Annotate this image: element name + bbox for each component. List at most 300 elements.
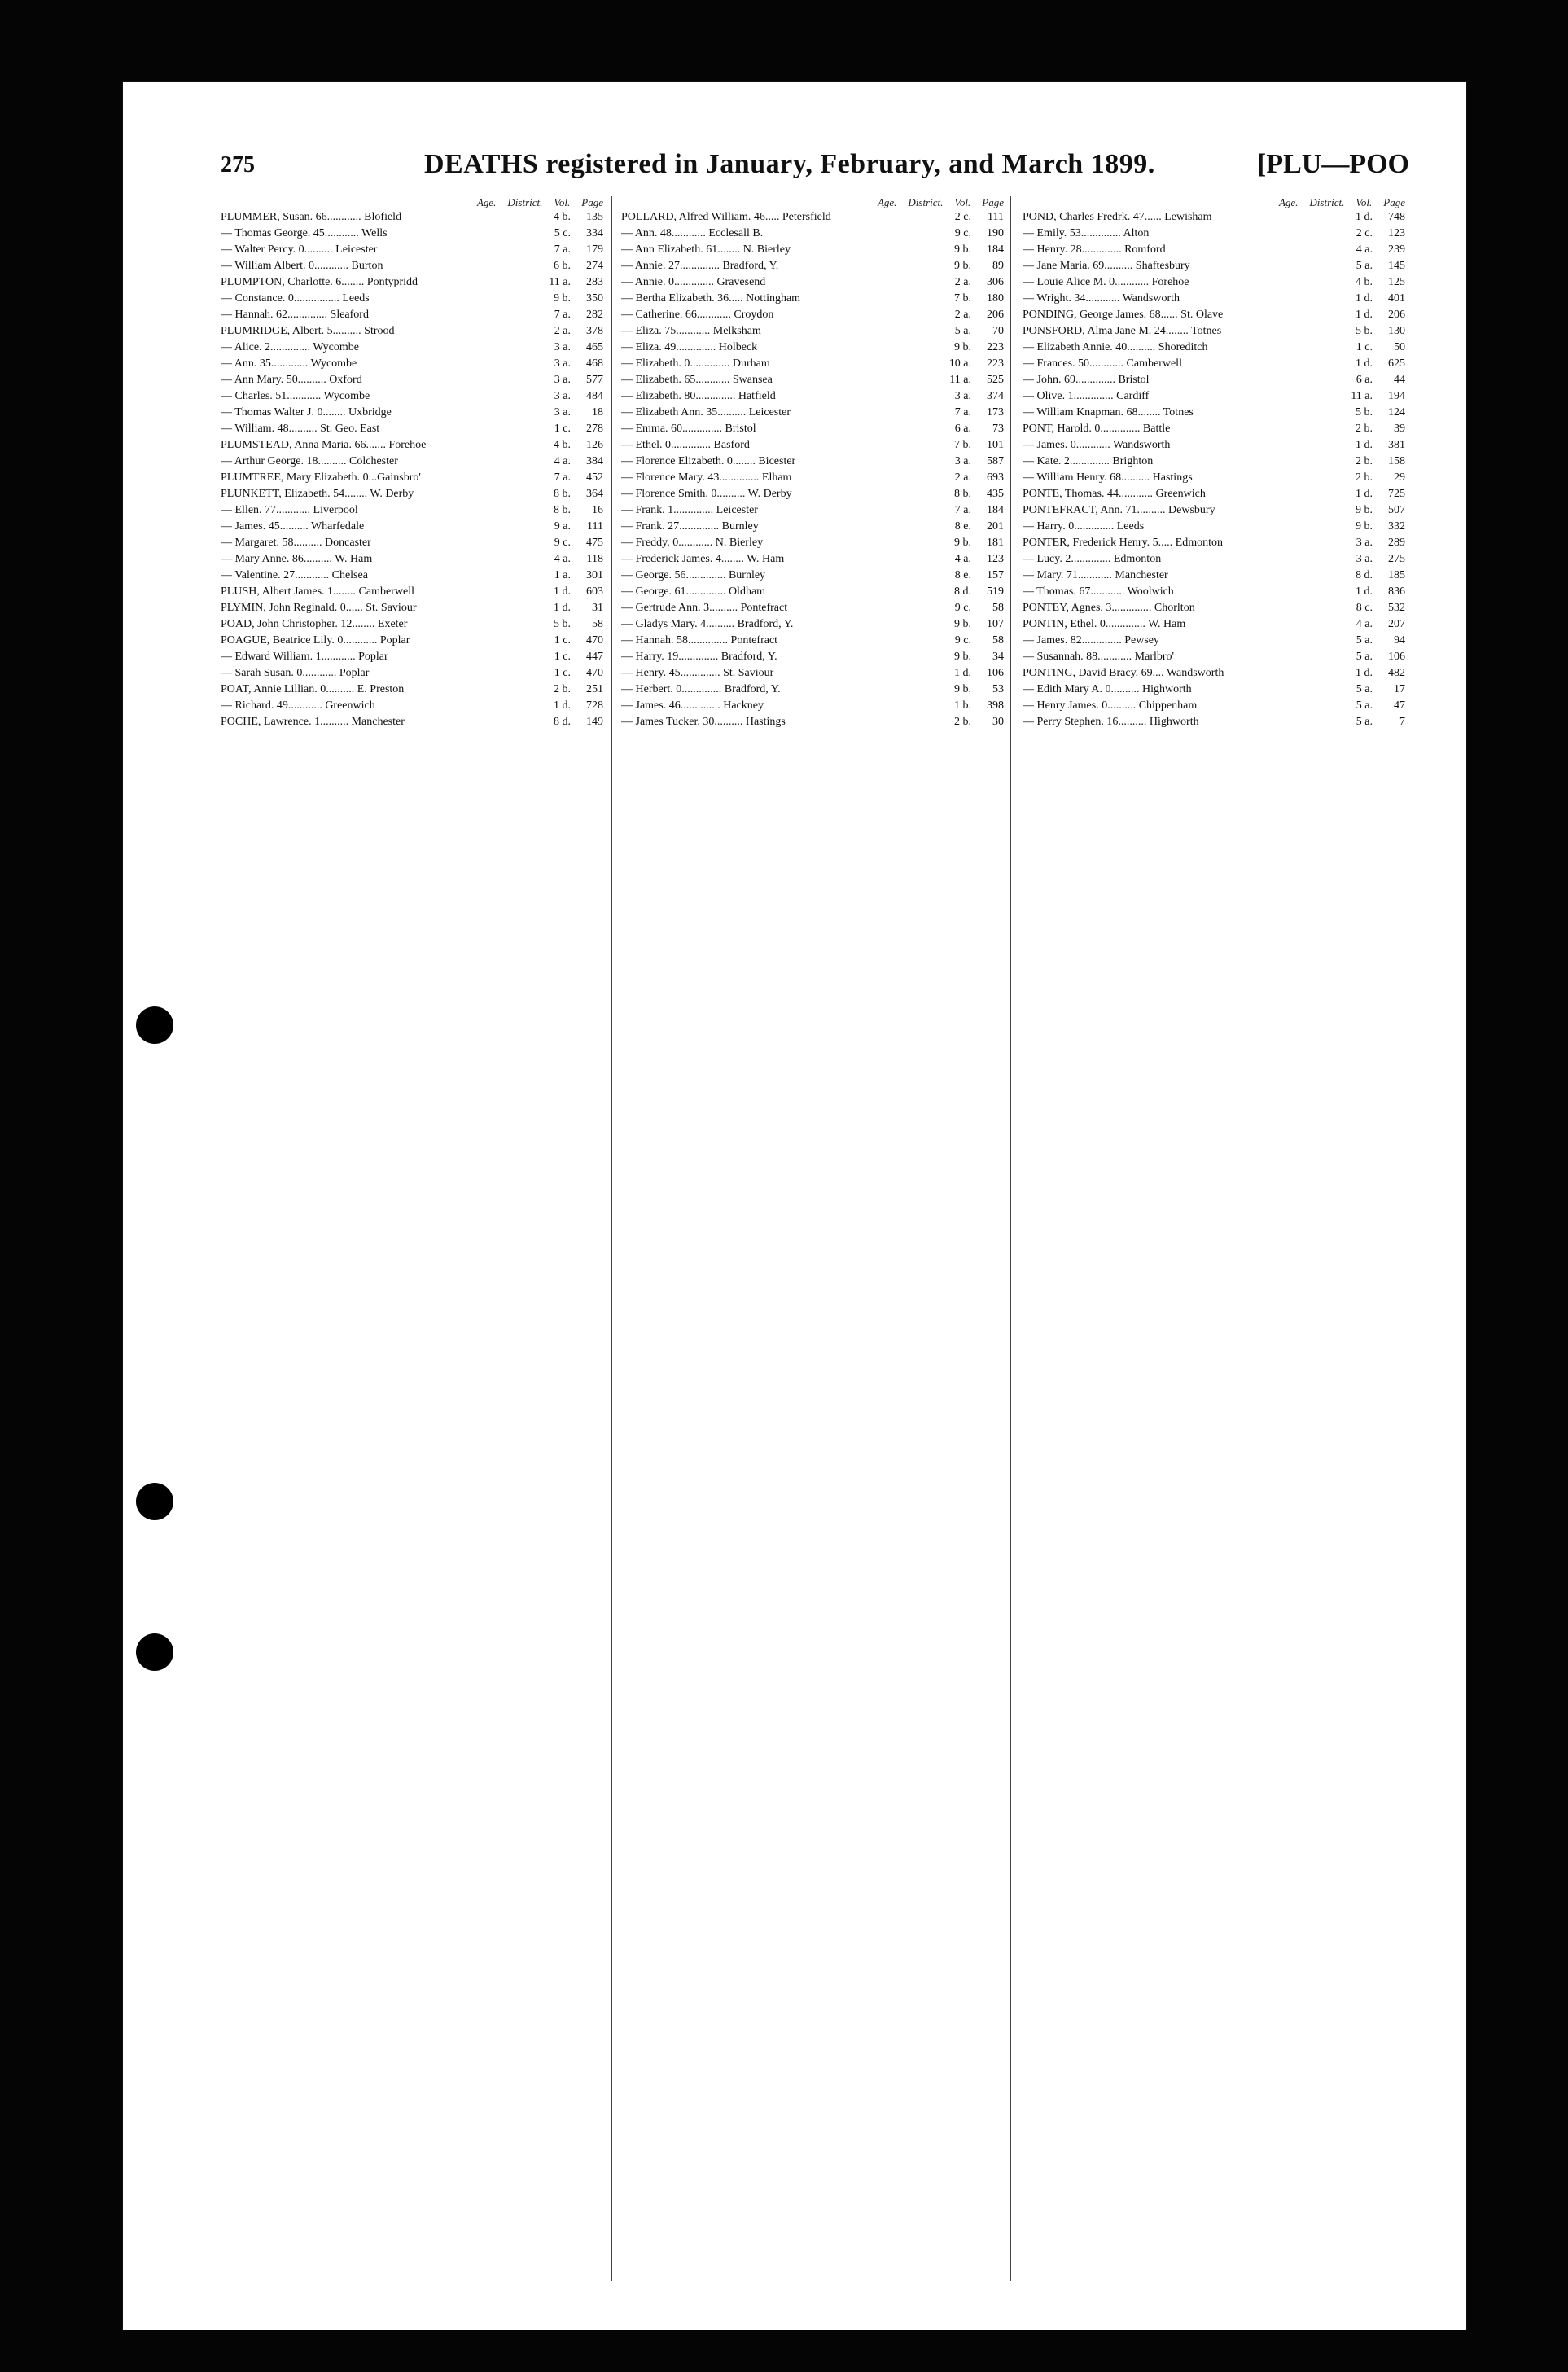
column-header <box>221 196 603 209</box>
index-entry <box>621 568 1004 584</box>
entry-volume: 2 b. <box>1356 423 1373 435</box>
entry-page: 239 <box>1388 243 1405 256</box>
entry-volume: 7 a. <box>554 243 571 256</box>
entry-details: — Olive. 1.............. Cardiff <box>1023 390 1150 402</box>
entry-page: 53 <box>992 683 1004 695</box>
entry-volume: 5 a. <box>1356 683 1373 695</box>
entry-volume: 2 a. <box>954 309 971 321</box>
entry-details: PLUNKETT, Elizabeth. 54........ W. Derby <box>221 488 414 500</box>
entry-details: — Valentine. 27............ Chelsea <box>221 569 368 581</box>
entry-page: 194 <box>1388 390 1405 402</box>
entry-details: POAD, John Christopher. 12........ Exeter <box>221 618 408 630</box>
entry-details: — Herbert. 0.............. Bradford, Y. <box>621 683 781 695</box>
entry-volume: 2 b. <box>554 683 571 695</box>
entry-details: — Florence Elizabeth. 0........ Bicester <box>621 455 796 467</box>
entry-volume: 8 d. <box>554 716 571 728</box>
index-entry <box>221 372 603 388</box>
entry-details: — Frederick James. 4........ W. Ham <box>621 553 785 565</box>
index-entry <box>1023 698 1405 714</box>
entry-page: 507 <box>1388 504 1405 516</box>
entry-details: — Wright. 34............ Wandsworth <box>1023 292 1180 305</box>
entry-volume: 8 d. <box>954 585 971 598</box>
index-entry <box>221 616 603 633</box>
entry-details: — William Albert. 0............ Burton <box>221 260 383 272</box>
entry-page: 577 <box>586 374 603 386</box>
entry-details: PLYMIN, John Reginald. 0...... St. Saviour <box>221 602 417 614</box>
index-entry <box>1023 502 1405 519</box>
entry-details: — William Henry. 68.......... Hastings <box>1023 471 1193 484</box>
entry-details: — Eliza. 49.............. Holbeck <box>621 341 758 353</box>
entry-details: — Arthur George. 18.......... Colchester <box>221 455 398 467</box>
index-entry <box>221 682 603 698</box>
entry-volume: 9 c. <box>554 537 571 549</box>
index-entry <box>621 600 1004 616</box>
entry-volume: 4 a. <box>1356 243 1373 256</box>
column-header <box>621 196 1004 209</box>
entry-volume: 9 b. <box>954 683 971 695</box>
entry-page: 47 <box>1394 699 1405 712</box>
entry-details: — Annie. 27.............. Bradford, Y. <box>621 260 779 272</box>
index-entry <box>221 405 603 421</box>
index-entry <box>221 323 603 340</box>
entry-page: 181 <box>987 537 1004 549</box>
entry-volume: 9 b. <box>1356 504 1373 516</box>
index-entry <box>1023 519 1405 535</box>
entry-page: 106 <box>987 667 1004 679</box>
entry-volume: 4 a. <box>554 553 571 565</box>
entry-details: — Kate. 2.............. Brighton <box>1023 455 1154 467</box>
entry-page: 123 <box>987 553 1004 565</box>
index-entry <box>1023 600 1405 616</box>
entry-details: — Elizabeth. 0.............. Durham <box>621 357 770 370</box>
entry-volume: 9 b. <box>954 260 971 272</box>
entry-page: 106 <box>1388 651 1405 663</box>
entry-page: 470 <box>586 667 603 679</box>
entry-details: — Hannah. 62.............. Sleaford <box>221 309 369 321</box>
entry-page: 435 <box>987 488 1004 500</box>
index-entry <box>221 649 603 665</box>
district-heading: District. <box>507 196 543 208</box>
entry-page: 465 <box>586 341 603 353</box>
entry-volume: 8 c. <box>1356 602 1373 614</box>
entry-details: — Emma. 60.............. Bristol <box>621 423 756 435</box>
index-entry <box>621 665 1004 682</box>
entry-details: — Gertrude Ann. 3.......... Pontefract <box>621 602 788 614</box>
entry-volume: 1 d. <box>1356 357 1373 370</box>
entry-list <box>621 209 1004 730</box>
index-entry <box>621 502 1004 519</box>
entry-volume: 2 a. <box>954 471 971 484</box>
index-entry <box>1023 340 1405 356</box>
entry-details: POAT, Annie Lillian. 0.......... E. Preston <box>221 683 405 695</box>
entry-page: 125 <box>1388 276 1405 288</box>
index-entry <box>1023 454 1405 470</box>
entry-page: 301 <box>586 569 603 581</box>
page-header <box>221 146 1409 186</box>
index-entry <box>1023 437 1405 454</box>
entry-volume: 3 a. <box>1356 553 1373 565</box>
entry-details: — James. 46.............. Hackney <box>621 699 764 712</box>
index-entry <box>221 274 603 291</box>
entry-details: — George. 56.............. Burnley <box>621 569 766 581</box>
entry-details: — Freddy. 0............ N. Bierley <box>621 537 764 549</box>
index-entry <box>621 551 1004 568</box>
page-number: 275 <box>221 152 255 178</box>
index-entry <box>221 470 603 486</box>
entry-details: PONTER, Frederick Henry. 5..... Edmonton <box>1023 537 1223 549</box>
entry-details: — Annie. 0.............. Gravesend <box>621 276 766 288</box>
vol-heading: Vol. <box>954 196 971 208</box>
entry-page: 275 <box>1388 553 1405 565</box>
index-column-1 <box>221 196 603 730</box>
entry-volume: 2 c. <box>954 211 971 223</box>
index-entry <box>221 437 603 454</box>
entry-volume: 5 b. <box>1356 325 1373 337</box>
entry-volume: 1 d. <box>1356 488 1373 500</box>
entry-details: PONTEY, Agnes. 3.............. Chorlton <box>1023 602 1195 614</box>
entry-details: — James. 82.............. Pewsey <box>1023 634 1159 647</box>
entry-page: 70 <box>992 325 1004 337</box>
entry-volume: 10 a. <box>948 357 971 370</box>
entry-details: — Frank. 27.............. Burnley <box>621 520 759 533</box>
entry-details: — Charles. 51............ Wycombe <box>221 390 370 402</box>
entry-page: 401 <box>1388 292 1405 305</box>
entry-volume: 9 c. <box>954 602 971 614</box>
entry-details: PLUSH, Albert James. 1........ Camberwell <box>221 585 414 598</box>
entry-page: 332 <box>1388 520 1405 533</box>
entry-page: 603 <box>586 585 603 598</box>
entry-page: 587 <box>987 455 1004 467</box>
entry-page: 17 <box>1394 683 1405 695</box>
entry-volume: 7 a. <box>554 309 571 321</box>
index-entry <box>621 291 1004 307</box>
entry-details: — Edward William. 1............ Poplar <box>221 651 388 663</box>
index-entry <box>221 714 603 730</box>
entry-details: — James Tucker. 30.......... Hastings <box>621 716 786 728</box>
index-entry <box>1023 356 1405 372</box>
index-entry <box>1023 584 1405 600</box>
entry-page: 364 <box>586 488 603 500</box>
entry-page: 126 <box>586 439 603 451</box>
entry-details: POND, Charles Fredrk. 47...... Lewisham <box>1023 211 1212 223</box>
index-entry <box>621 274 1004 291</box>
district-heading: District. <box>1309 196 1345 208</box>
entry-volume: 1 c. <box>554 651 571 663</box>
entry-details: — Harry. 19.............. Bradford, Y. <box>621 651 777 663</box>
entry-page: 190 <box>987 227 1004 239</box>
entry-details: — Edith Mary A. 0.......... Highworth <box>1023 683 1192 695</box>
index-entry <box>1023 649 1405 665</box>
entry-page: 482 <box>1388 667 1405 679</box>
entry-details: PLUMRIDGE, Albert. 5.......... Strood <box>221 325 395 337</box>
column-divider <box>611 196 612 2281</box>
index-entry <box>221 388 603 405</box>
entry-volume: 3 a. <box>554 374 571 386</box>
entry-details: — George. 61.............. Oldham <box>621 585 766 598</box>
index-entry <box>1023 226 1405 242</box>
entry-page: 836 <box>1388 585 1405 598</box>
entry-page: 34 <box>992 651 1004 663</box>
entry-details: — William. 48.......... St. Geo. East <box>221 423 380 435</box>
index-entry <box>1023 388 1405 405</box>
entry-details: — Lucy. 2.............. Edmonton <box>1023 553 1162 565</box>
index-column-2 <box>621 196 1004 730</box>
entry-page: 206 <box>1388 309 1405 321</box>
entry-page: 30 <box>992 716 1004 728</box>
index-entry <box>1023 486 1405 502</box>
binder-hole-middle <box>136 1483 173 1520</box>
entry-volume: 11 a. <box>949 374 971 386</box>
entry-details: — Louie Alice M. 0............ Forehoe <box>1023 276 1189 288</box>
index-entry <box>1023 714 1405 730</box>
entry-details: PONT, Harold. 0.............. Battle <box>1023 423 1171 435</box>
index-column-3 <box>1023 196 1405 730</box>
entry-details: — Elizabeth Ann. 35.......... Leicester <box>621 406 791 419</box>
entry-details: — Ann. 35............. Wycombe <box>221 357 357 370</box>
index-entry <box>1023 209 1405 226</box>
entry-page: 398 <box>987 699 1004 712</box>
entry-page: 58 <box>992 602 1004 614</box>
entry-volume: 2 c. <box>1356 227 1373 239</box>
entry-page: 748 <box>1388 211 1405 223</box>
index-entry <box>621 633 1004 649</box>
entry-details: — Ann. 48............ Ecclesall B. <box>621 227 764 239</box>
entry-list <box>1023 209 1405 730</box>
vol-heading: Vol. <box>554 196 571 208</box>
index-entry <box>621 258 1004 274</box>
index-entry <box>621 209 1004 226</box>
page-heading: Page <box>1383 196 1405 208</box>
age-heading: Age. <box>877 196 897 208</box>
index-entry <box>1023 470 1405 486</box>
index-entry <box>221 340 603 356</box>
entry-volume: 1 d. <box>1356 211 1373 223</box>
index-entry <box>621 649 1004 665</box>
index-entry <box>221 226 603 242</box>
entry-page: 475 <box>586 537 603 549</box>
entry-details: — Richard. 49............ Greenwich <box>221 699 375 712</box>
index-entry <box>621 486 1004 502</box>
entry-details: — Florence Smith. 0.......... W. Derby <box>621 488 792 500</box>
entry-page: 452 <box>586 471 603 484</box>
entry-details: — Henry James. 0.......... Chippenham <box>1023 699 1198 712</box>
index-entry <box>621 682 1004 698</box>
entry-volume: 7 b. <box>954 439 971 451</box>
entry-details: — Elizabeth. 65............ Swansea <box>621 374 773 386</box>
entry-page: 278 <box>586 423 603 435</box>
entry-volume: 5 c. <box>554 227 571 239</box>
entry-page: 206 <box>987 309 1004 321</box>
index-entry <box>221 633 603 649</box>
index-entry <box>221 486 603 502</box>
entry-page: 468 <box>586 357 603 370</box>
entry-page: 725 <box>1388 488 1405 500</box>
index-entry <box>1023 307 1405 323</box>
entry-details: — Ethel. 0.............. Basford <box>621 439 750 451</box>
column-divider <box>1010 196 1011 2281</box>
entry-details: — Florence Mary. 43.............. Elham <box>621 471 792 484</box>
entry-details: — Thomas Walter J. 0........ Uxbridge <box>221 406 392 419</box>
entry-page: 130 <box>1388 325 1405 337</box>
entry-page: 283 <box>586 276 603 288</box>
index-entry <box>621 405 1004 421</box>
entry-details: — Elizabeth. 80.............. Hatfield <box>621 390 776 402</box>
index-entry <box>1023 616 1405 633</box>
entry-volume: 7 a. <box>954 406 971 419</box>
entry-volume: 5 a. <box>1356 699 1373 712</box>
entry-volume: 9 b. <box>954 537 971 549</box>
entry-volume: 9 b. <box>954 618 971 630</box>
entry-volume: 7 a. <box>554 471 571 484</box>
index-entry <box>1023 551 1405 568</box>
entry-volume: 1 d. <box>1356 667 1373 679</box>
index-entry <box>621 454 1004 470</box>
index-entry <box>221 600 603 616</box>
index-entry <box>621 307 1004 323</box>
entry-volume: 1 c. <box>554 634 571 647</box>
column-header <box>1023 196 1405 209</box>
index-entry <box>621 226 1004 242</box>
entry-volume: 9 b. <box>954 243 971 256</box>
entry-volume: 2 a. <box>954 276 971 288</box>
age-heading: Age. <box>476 196 497 208</box>
page-heading: Page <box>982 196 1004 208</box>
entry-page: 101 <box>987 439 1004 451</box>
entry-details: — Ellen. 77............ Liverpool <box>221 504 358 516</box>
entry-volume: 1 d. <box>554 699 571 712</box>
entry-page: 484 <box>586 390 603 402</box>
entry-page: 179 <box>586 243 603 256</box>
entry-volume: 4 b. <box>1356 276 1373 288</box>
entry-details: — Henry. 45.............. St. Saviour <box>621 667 774 679</box>
index-entry <box>221 568 603 584</box>
index-entry <box>621 714 1004 730</box>
entry-details: PONTE, Thomas. 44............ Greenwich <box>1023 488 1206 500</box>
entry-page: 44 <box>1394 374 1405 386</box>
entry-volume: 3 a. <box>554 406 571 419</box>
entry-volume: 9 b. <box>1356 520 1373 533</box>
entry-volume: 2 a. <box>554 325 571 337</box>
index-entry <box>221 421 603 437</box>
index-entry <box>621 470 1004 486</box>
entry-page: 693 <box>987 471 1004 484</box>
entry-volume: 1 d. <box>1356 292 1373 305</box>
entry-page: 180 <box>987 292 1004 305</box>
entry-volume: 6 a. <box>1356 374 1373 386</box>
page-title: DEATHS registered in January, February, and March 1899. <box>424 149 1155 179</box>
entry-page: 207 <box>1388 618 1405 630</box>
entry-page: 381 <box>1388 439 1405 451</box>
entry-volume: 3 a. <box>554 390 571 402</box>
entry-details: — Eliza. 75............ Melksham <box>621 325 761 337</box>
entry-volume: 5 b. <box>1356 406 1373 419</box>
index-entry <box>621 616 1004 633</box>
entry-volume: 1 b. <box>954 699 971 712</box>
entry-page: 94 <box>1394 634 1405 647</box>
entry-page: 89 <box>992 260 1004 272</box>
entry-details: — Ann Elizabeth. 61........ N. Bierley <box>621 243 791 256</box>
entry-page: 289 <box>1388 537 1405 549</box>
index-entry <box>1023 633 1405 649</box>
entry-page: 158 <box>1388 455 1405 467</box>
page-heading: Page <box>581 196 603 208</box>
entry-details: — Perry Stephen. 16.......... Highworth <box>1023 716 1199 728</box>
entry-volume: 9 b. <box>554 292 571 305</box>
entry-details: — Hannah. 58.............. Pontefract <box>621 634 778 647</box>
index-entry <box>221 551 603 568</box>
entry-page: 184 <box>987 243 1004 256</box>
entry-details: POLLARD, Alfred William. 46..... Petersfield <box>621 211 831 223</box>
index-entry <box>621 340 1004 356</box>
entry-details: PONSFORD, Alma Jane M. 24........ Totnes <box>1023 325 1222 337</box>
entry-details: PONTEFRACT, Ann. 71.......... Dewsbury <box>1023 504 1215 516</box>
entry-page: 625 <box>1388 357 1405 370</box>
index-entry <box>221 242 603 258</box>
entry-volume: 8 e. <box>954 520 971 533</box>
entry-page: 39 <box>1394 423 1405 435</box>
index-entry <box>1023 405 1405 421</box>
entry-details: — William Knapman. 68........ Totnes <box>1023 406 1194 419</box>
entry-page: 447 <box>586 651 603 663</box>
entry-details: — James. 45.......... Wharfedale <box>221 520 365 533</box>
entry-details: PLUMMER, Susan. 66............ Blofield <box>221 211 402 223</box>
index-entry <box>621 437 1004 454</box>
entry-volume: 11 a. <box>1351 390 1373 402</box>
index-entry <box>621 388 1004 405</box>
index-entry <box>221 519 603 535</box>
entry-page: 532 <box>1388 602 1405 614</box>
entry-volume: 8 b. <box>954 488 971 500</box>
entry-volume: 8 d. <box>1356 569 1373 581</box>
entry-details: — James. 0............ Wandsworth <box>1023 439 1171 451</box>
index-entry <box>221 258 603 274</box>
entry-volume: 8 b. <box>554 504 571 516</box>
entry-details: — Alice. 2.............. Wycombe <box>221 341 359 353</box>
entry-details: — Frank. 1.............. Leicester <box>621 504 758 516</box>
index-entry <box>1023 421 1405 437</box>
entry-details: — Henry. 28.............. Romford <box>1023 243 1166 256</box>
entry-volume: 4 a. <box>554 455 571 467</box>
entry-volume: 9 c. <box>954 227 971 239</box>
index-entry <box>621 584 1004 600</box>
entry-page: 728 <box>586 699 603 712</box>
entry-page: 31 <box>592 602 603 614</box>
entry-volume: 3 a. <box>954 455 971 467</box>
entry-volume: 1 c. <box>554 423 571 435</box>
index-entry <box>221 209 603 226</box>
index-entry <box>1023 665 1405 682</box>
binder-hole-bottom <box>136 1633 173 1671</box>
entry-volume: 7 a. <box>954 504 971 516</box>
entry-page: 7 <box>1399 716 1405 728</box>
entry-page: 251 <box>586 683 603 695</box>
entry-details: — Mary. 71............ Manchester <box>1023 569 1168 581</box>
entry-page: 29 <box>1394 471 1405 484</box>
entry-details: — Emily. 53.............. Alton <box>1023 227 1150 239</box>
index-entry <box>621 356 1004 372</box>
entry-details: — Thomas. 67............ Woolwich <box>1023 585 1174 598</box>
entry-details: PONDING, George James. 68...... St. Olave <box>1023 309 1224 321</box>
entry-volume: 1 d. <box>954 667 971 679</box>
entry-volume: 4 a. <box>954 553 971 565</box>
entry-details: PONTIN, Ethel. 0.............. W. Ham <box>1023 618 1186 630</box>
entry-page: 334 <box>586 227 603 239</box>
entry-volume: 7 b. <box>954 292 971 305</box>
entry-volume: 9 c. <box>954 634 971 647</box>
entry-page: 107 <box>987 618 1004 630</box>
index-entry <box>1023 291 1405 307</box>
entry-page: 124 <box>1388 406 1405 419</box>
